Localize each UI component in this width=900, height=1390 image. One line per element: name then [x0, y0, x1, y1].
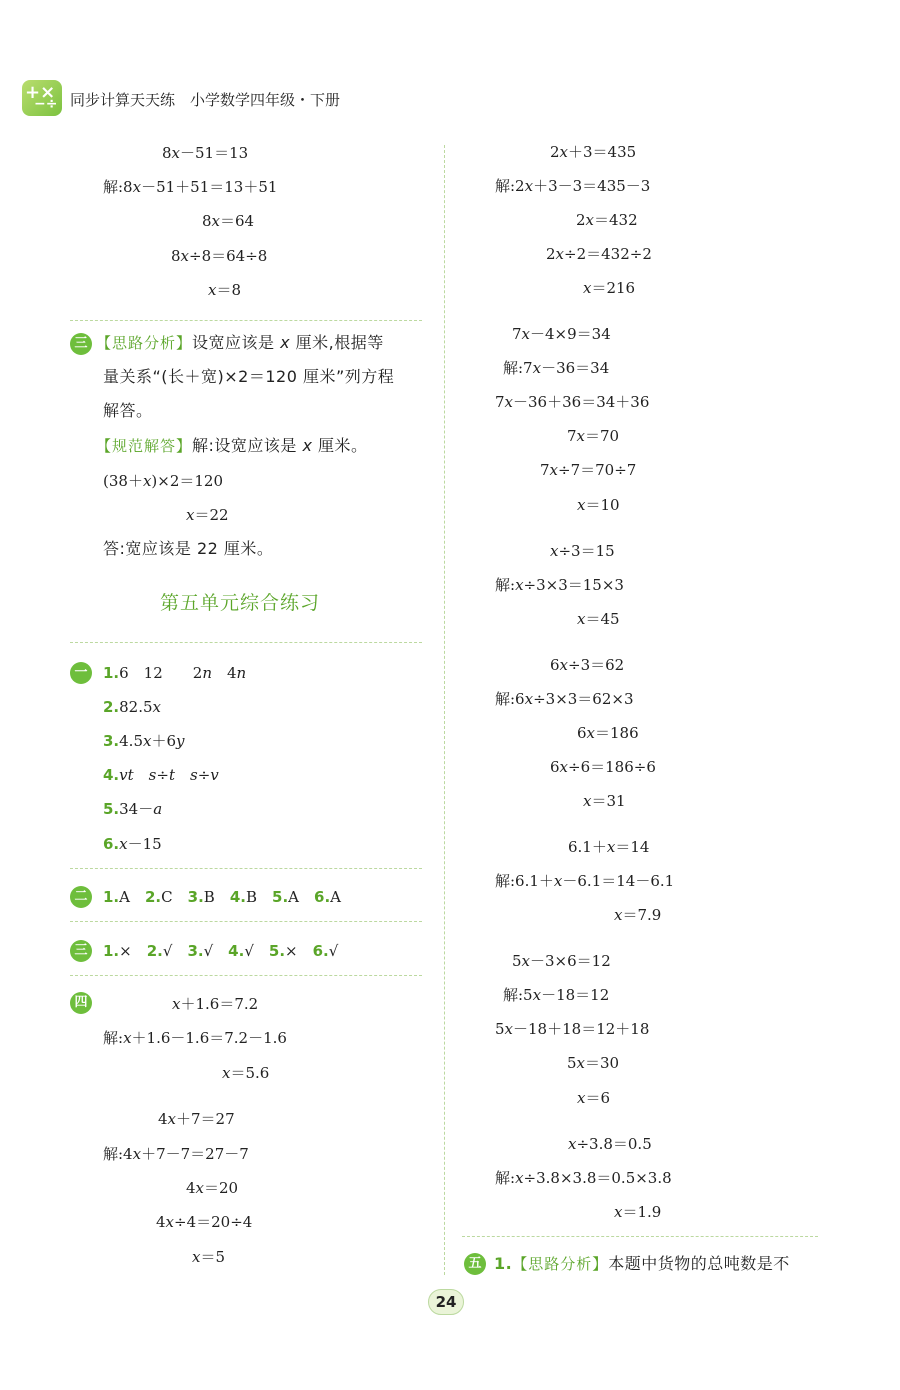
analysis-text: 量关系“(长＋宽)×2＝120 厘米”列方程 — [103, 367, 395, 386]
equation-line: x＝6 — [577, 1089, 611, 1107]
book-title: 同步计算天天练 小学数学四年级・下册 — [70, 91, 341, 109]
answer-item: 5.34－a — [103, 800, 163, 818]
equation-line: 7x÷7＝70÷7 — [540, 461, 637, 479]
math-operators-logo-icon — [22, 80, 62, 116]
section-separator — [70, 320, 422, 321]
equation-line: 5x＝30 — [567, 1054, 620, 1072]
equation-line: 解:x÷3×3＝15×3 — [495, 576, 624, 594]
equation-line: 解:x＋1.6－1.6＝7.2－1.6 — [103, 1029, 287, 1047]
equation-line: 解:x÷3.8×3.8＝0.5×3.8 — [495, 1169, 672, 1187]
part-badge: 三 — [70, 940, 92, 962]
equation-line: 解:6.1＋x－6.1＝14－6.1 — [495, 872, 675, 890]
equation-line: 解:6x÷3×3＝62×3 — [495, 690, 634, 708]
section-separator — [70, 642, 422, 643]
equation-line: x＝5 — [192, 1248, 226, 1266]
column-divider — [444, 145, 445, 1275]
analysis-text: 【思路分析】设宽应该是 x 厘米,根据等 — [96, 333, 384, 352]
equation-line: x＝45 — [577, 610, 620, 628]
equation-line: 2x＝432 — [576, 211, 638, 229]
equation-line: x＝10 — [577, 496, 620, 514]
equation-line: 8x÷8＝64÷8 — [171, 247, 268, 265]
equation-line: 解:8x－51＋51＝13＋51 — [103, 178, 278, 196]
answer-item: 4.vt s÷t s÷v — [103, 766, 219, 784]
judgement-answers: 1.× 2.√ 3.√ 4.√ 5.× 6.√ — [103, 942, 339, 960]
section-separator — [70, 921, 422, 922]
answer-item: 1.6 12 2n 4n — [103, 664, 247, 682]
equation-line: x＝1.9 — [614, 1203, 662, 1221]
equation-line: 解:5x－18＝12 — [503, 986, 610, 1004]
equation-line: x＝216 — [583, 279, 636, 297]
analysis-text: 1.【思路分析】本题中货物的总吨数是不 — [494, 1254, 790, 1273]
answer-item: 6.x－15 — [103, 835, 162, 853]
section-separator — [70, 868, 422, 869]
equation-line: 8x－51＝13 — [162, 144, 249, 162]
equation-line: x＝31 — [583, 792, 626, 810]
answer-text: 【规范解答】解:设宽应该是 x 厘米。 — [96, 436, 368, 455]
equation-line: x＝7.9 — [614, 906, 662, 924]
answer-item: 2.82.5x — [103, 698, 162, 716]
choice-answers: 1.A 2.C 3.B 4.B 5.A 6.A — [103, 888, 341, 906]
equation-line: 6x÷3＝62 — [550, 656, 625, 674]
part-badge: 五 — [464, 1253, 486, 1275]
page-header — [22, 80, 882, 120]
equation-line: x÷3＝15 — [550, 542, 615, 560]
equation-line: x÷3.8＝0.5 — [568, 1135, 652, 1153]
equation-line: 解:7x－36＝34 — [503, 359, 610, 377]
equation-line: 2x＋3＝435 — [550, 143, 637, 161]
equation-line: 6.1＋x＝14 — [568, 838, 650, 856]
equation-line: 2x÷2＝432÷2 — [546, 245, 652, 263]
equation-line: x＝8 — [208, 281, 242, 299]
equation-line: x＋1.6＝7.2 — [172, 995, 259, 1013]
equation-line: 5x－18＋18＝12＋18 — [495, 1020, 650, 1038]
part-badge: 一 — [70, 662, 92, 684]
equation-line: 解:2x＋3－3＝435－3 — [495, 177, 651, 195]
equation-line: x＝5.6 — [222, 1064, 270, 1082]
equation-line: 6x＝186 — [577, 724, 639, 742]
equation-line: 6x÷6＝186÷6 — [550, 758, 656, 776]
equation-line: 7x＝70 — [567, 427, 620, 445]
equation-line: 4x÷4＝20÷4 — [156, 1213, 253, 1231]
equation-line: 4x＋7＝27 — [158, 1110, 235, 1128]
part-badge: 四 — [70, 992, 92, 1014]
part-badge: 二 — [70, 886, 92, 908]
equation-line: 4x＝20 — [186, 1179, 239, 1197]
analysis-text: 解答。 — [103, 401, 153, 420]
equation-line: 7x－36＋36＝34＋36 — [495, 393, 650, 411]
equation-line: 5x－3×6＝12 — [512, 952, 611, 970]
answer-conclusion: 答:宽应该是 22 厘米。 — [103, 539, 274, 558]
section-separator — [462, 1236, 818, 1237]
answer-item: 3.4.5x＋6y — [103, 732, 185, 750]
page-number: 24 — [428, 1289, 464, 1315]
equation-line: (38＋x)×2＝120 — [103, 472, 224, 490]
equation-line: x＝22 — [186, 506, 229, 524]
equation-line: 7x－4×9＝34 — [512, 325, 611, 343]
section-separator — [70, 975, 422, 976]
section-title: 第五单元综合练习 — [160, 592, 321, 614]
part-badge: 三 — [70, 333, 92, 355]
equation-line: 8x＝64 — [202, 212, 255, 230]
equation-line: 解:4x＋7－7＝27－7 — [103, 1145, 249, 1163]
